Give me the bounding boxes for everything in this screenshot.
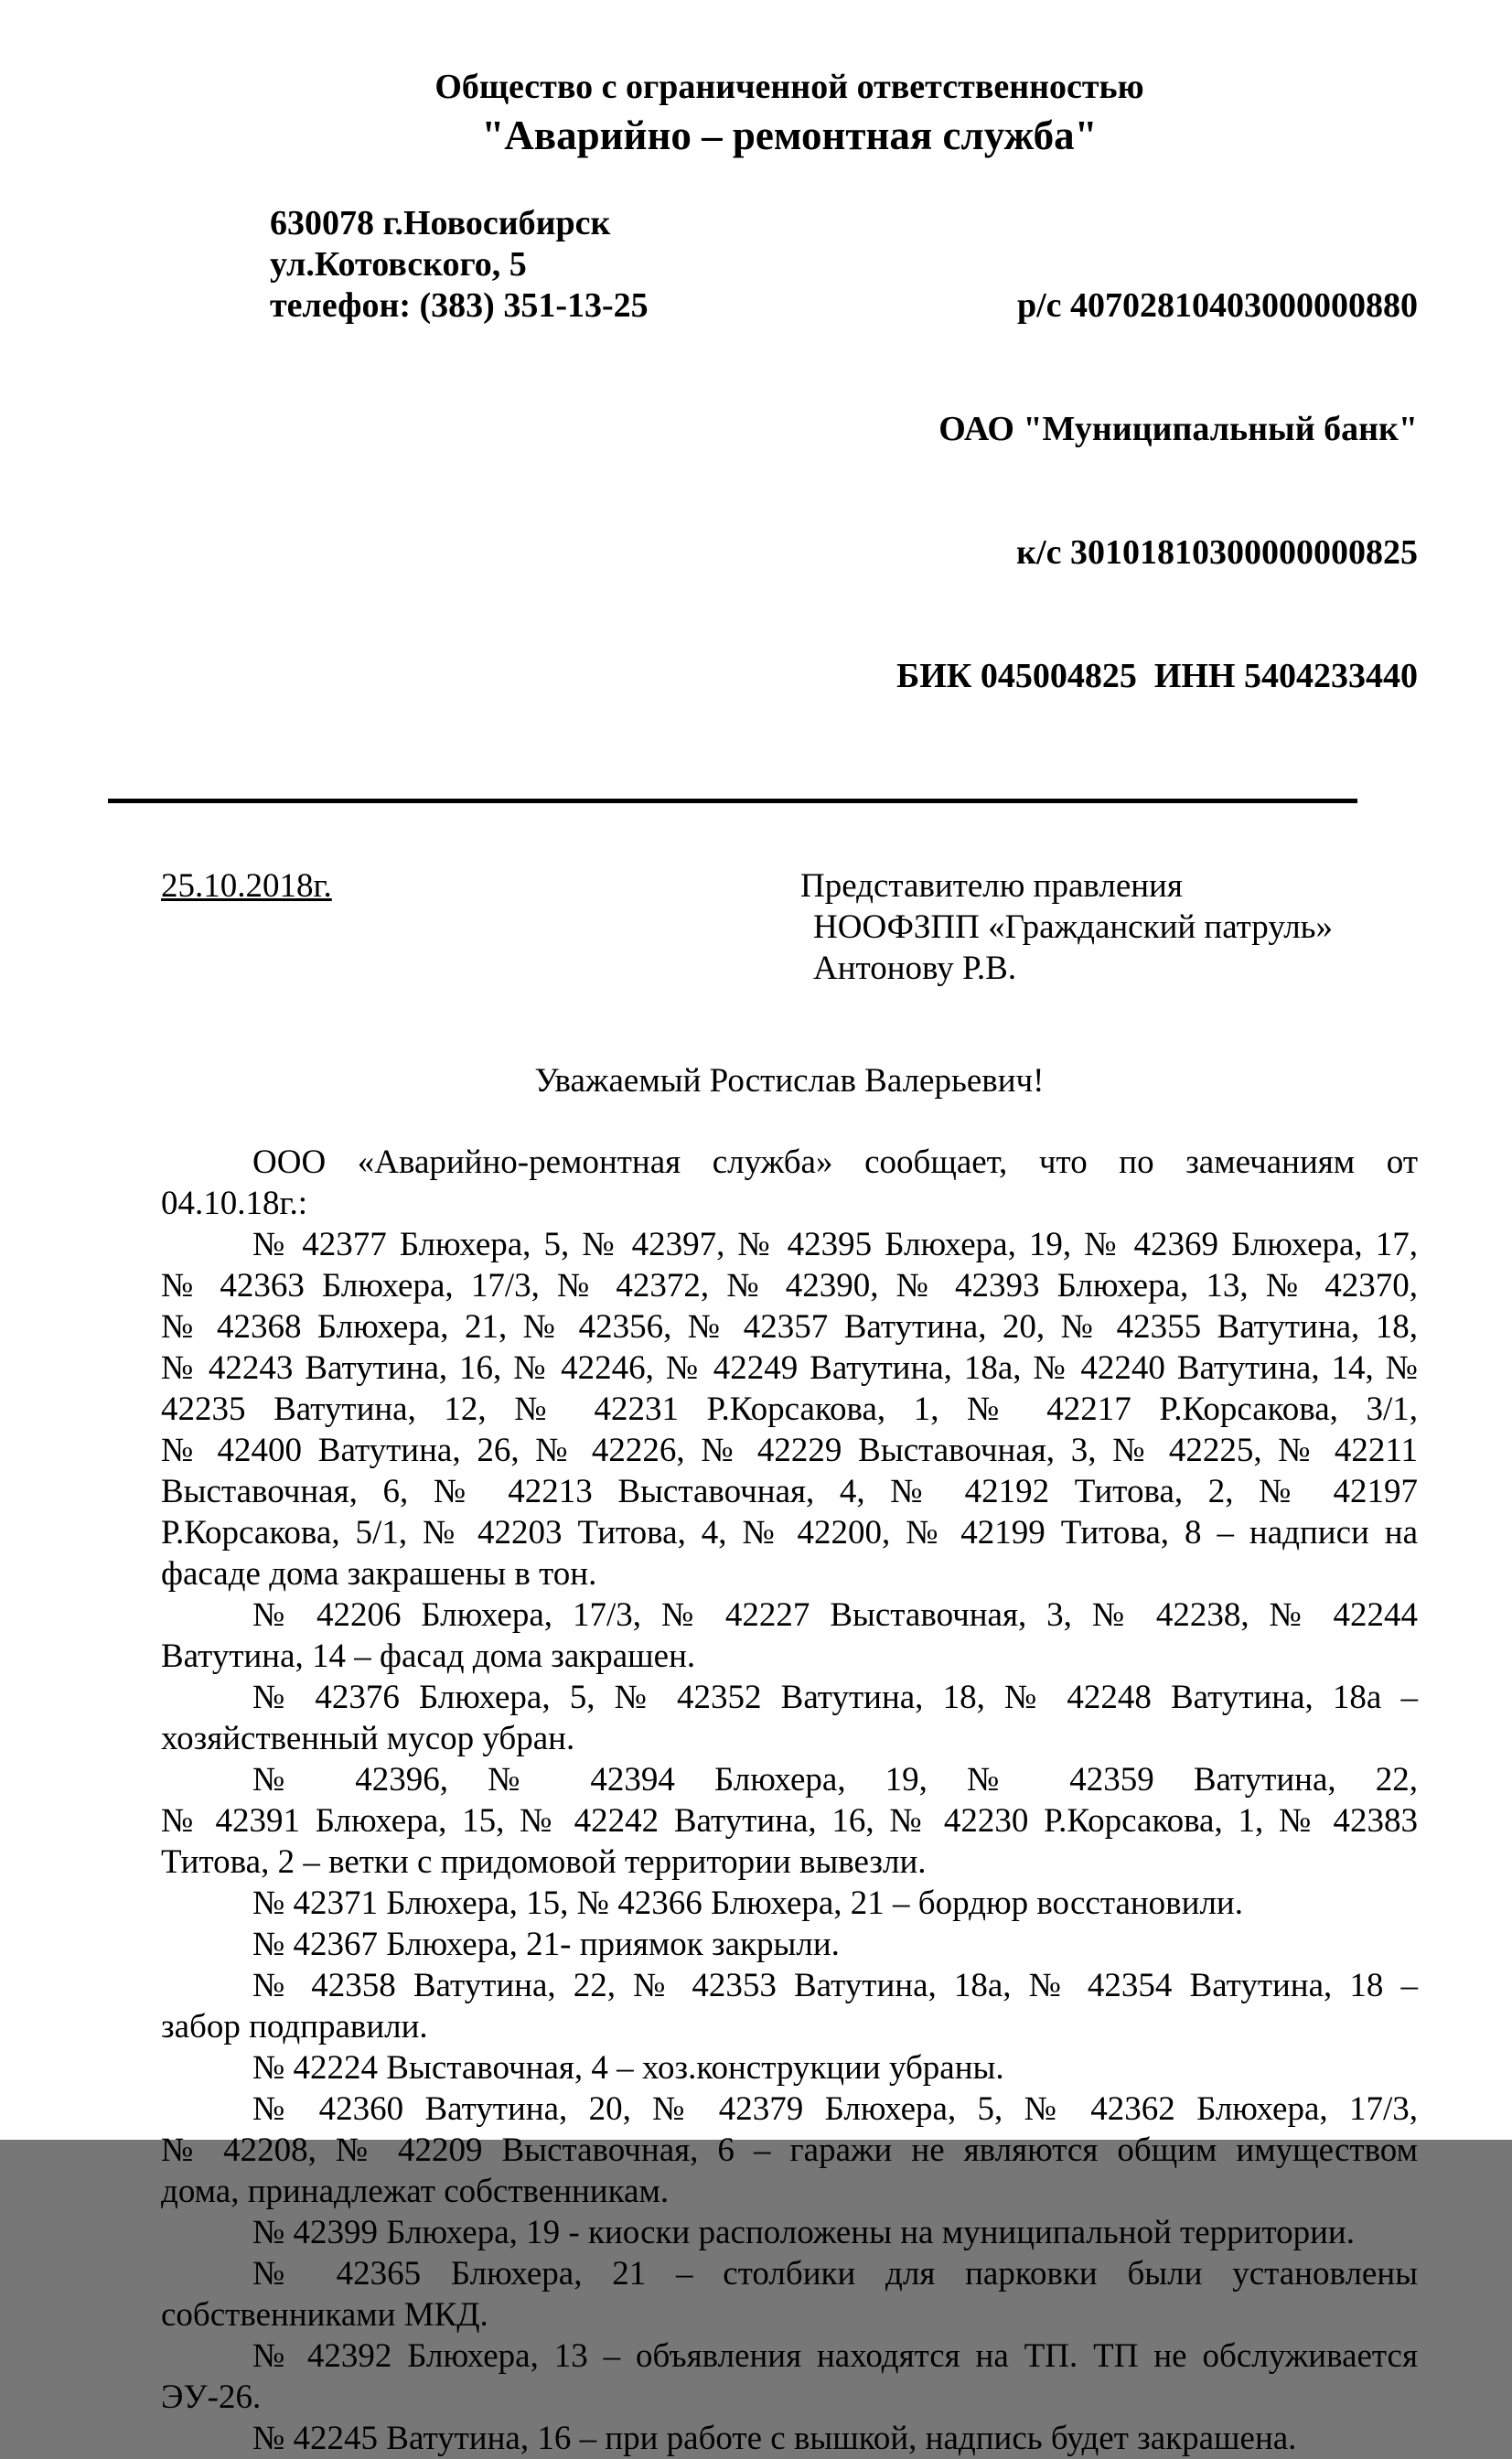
body-line: № 42360 Ватутина, 20, № 42379 Блюхера, 5, № 42362 Блюхера, 17/3, [252, 2090, 1418, 2128]
bank-details-line: БИК 045004825 ИНН 5404233440 [896, 657, 1418, 695]
body-line: № 42377 Блюхера, 5, № 42397, № 42395 Блюхера, 19, № 42369 Блюхера, 17, [252, 1226, 1418, 1263]
salutation: Уважаемый Ростислав Валерьевич! [534, 1062, 1045, 1100]
paragraph [161, 1224, 1418, 1595]
addressee-line: Представителю правления [800, 867, 1183, 905]
body-line: Р.Корсакова, 5/1, № 42203 Титова, 4, № 42200, № 42199 Титова, 8 – надписи на [161, 1514, 1418, 1552]
body-line: № 42400 Ватутина, 26, № 42226, № 42229 Выставочная, 3, № 42225, № 42211 [161, 1432, 1418, 1469]
letterhead [161, 0, 1418, 161]
paragraph [161, 1965, 1418, 2047]
body-line: Ватутина, 14 – фасад дома закрашен. [161, 1638, 696, 1675]
body-line: 04.10.18г.: [161, 1185, 308, 1222]
body-line: № 42392 Блюхера, 13 – объявления находятся на ТП. ТП не обслуживается [252, 2337, 1418, 2375]
body-line: дома, принадлежат собственникам. [161, 2173, 670, 2210]
company-type: Общество с ограниченной ответственностью [434, 68, 1144, 106]
body-line: 42235 Ватутина, 12, № 42231 Р.Корсакова, 1, № 42217 Р.Корсакова, 3/1, [161, 1391, 1418, 1428]
reference-row [0, 865, 1512, 989]
paragraph [161, 1759, 1418, 1883]
paragraph [161, 2212, 1418, 2253]
body-line: № 42368 Блюхера, 21, № 42356, № 42357 Ватутина, 20, № 42355 Ватутина, 18, [161, 1308, 1418, 1346]
addressee-line: НООФЗПП «Гражданский патруль» [813, 908, 1334, 946]
body-line: Выставочная, 6, № 42213 Выставочная, 4, № 42192 Титова, 2, № 42197 [161, 1473, 1418, 1510]
body-line: фасаде дома закрашены в тон. [161, 1555, 597, 1593]
body-line: ЭУ-26. [161, 2378, 262, 2416]
company-address-line: ул.Котовского, 5 [270, 245, 527, 284]
body-line: Титова, 2 – ветки с придомовой территории вывезли. [161, 1843, 927, 1881]
company-address-block [270, 203, 649, 779]
paragraph [161, 1677, 1418, 1759]
bank-details-block [896, 203, 1418, 779]
paragraph [161, 1142, 1418, 1224]
bank-details-line: к/с 30101810300000000825 [1016, 533, 1418, 572]
paragraph [161, 2418, 1418, 2459]
body-line: № 42391 Блюхера, 15, № 42242 Ватутина, 16, № 42230 Р.Корсакова, 1, № 42383 [161, 1802, 1418, 1840]
body-line: № 42371 Блюхера, 15, № 42366 Блюхера, 21 – бордюр восстановили. [252, 1885, 1243, 1922]
body-line: № 42376 Блюхера, 5, № 42352 Ватутина, 18, № 42248 Ватутина, 18а – [252, 1679, 1418, 1716]
body-line: № 42224 Выставочная, 4 – хоз.конструкции убраны. [252, 2049, 1004, 2087]
body-line: № 42206 Блюхера, 17/3, № 42227 Выставочная, 3, № 42238, № 42244 [252, 1596, 1418, 1634]
body-line: № 42365 Блюхера, 21 – столбики для парковки были установлены [252, 2255, 1418, 2293]
body-line: забор подправили. [161, 2008, 428, 2046]
body-line: № 42396, № 42394 Блюхера, 19, № 42359 Ватутина, 22, [252, 1761, 1418, 1799]
paragraph [161, 1924, 1418, 1965]
company-phone-line: телефон: (383) 351-13-25 [270, 286, 649, 325]
body-line: № 42399 Блюхера, 19 - киоски расположены на муниципальной территории. [252, 2214, 1355, 2251]
body-line: № 42367 Блюхера, 21- приямок закрыли. [252, 1926, 840, 1963]
body-line: № 42358 Ватутина, 22, № 42353 Ватутина, 18а, № 42354 Ватутина, 18 – [252, 1967, 1418, 2004]
section-divider [108, 799, 1357, 803]
letter-body [161, 1142, 1418, 2459]
paragraph [161, 2253, 1418, 2336]
addressee-line: Антонову Р.В. [813, 950, 1017, 987]
body-line: ООО «Аварийно-ремонтная служба» сообщает, что по замечаниям от [252, 1144, 1418, 1181]
company-address-line: 630078 г.Новосибирск [270, 204, 611, 242]
body-line: № 42208, № 42209 Выставочная, 6 – гаражи не являются общим имуществом [161, 2131, 1418, 2169]
body-line: № 42245 Ватутина, 16 – при работе с вышкой, надпись будет закрашена. [252, 2420, 1297, 2457]
body-line: хозяйственный мусор убран. [161, 1720, 575, 1757]
company-name: "Аварийно – ремонтная служба" [481, 113, 1098, 158]
paragraph [161, 1595, 1418, 1677]
paragraph [161, 2089, 1418, 2212]
body-line: № 42243 Ватутина, 16, № 42246, № 42249 Ватутина, 18а, № 42240 Ватутина, 14, № [161, 1349, 1418, 1387]
bank-details-line: ОАО "Муниципальный банк" [938, 410, 1418, 448]
body-line: № 42363 Блюхера, 17/3, № 42372, № 42390, № 42393 Блюхера, 13, № 42370, [161, 1267, 1418, 1305]
letter-date: 25.10.2018г. [161, 867, 332, 905]
paragraph [161, 2336, 1418, 2418]
letterhead-details [270, 203, 1418, 779]
paragraph [161, 2047, 1418, 2089]
body-line: собственниками МКД. [161, 2296, 488, 2334]
addressee-block [800, 865, 1333, 989]
bank-details-line: р/с 40702810403000000880 [1016, 286, 1418, 325]
paragraph [161, 1883, 1418, 1924]
